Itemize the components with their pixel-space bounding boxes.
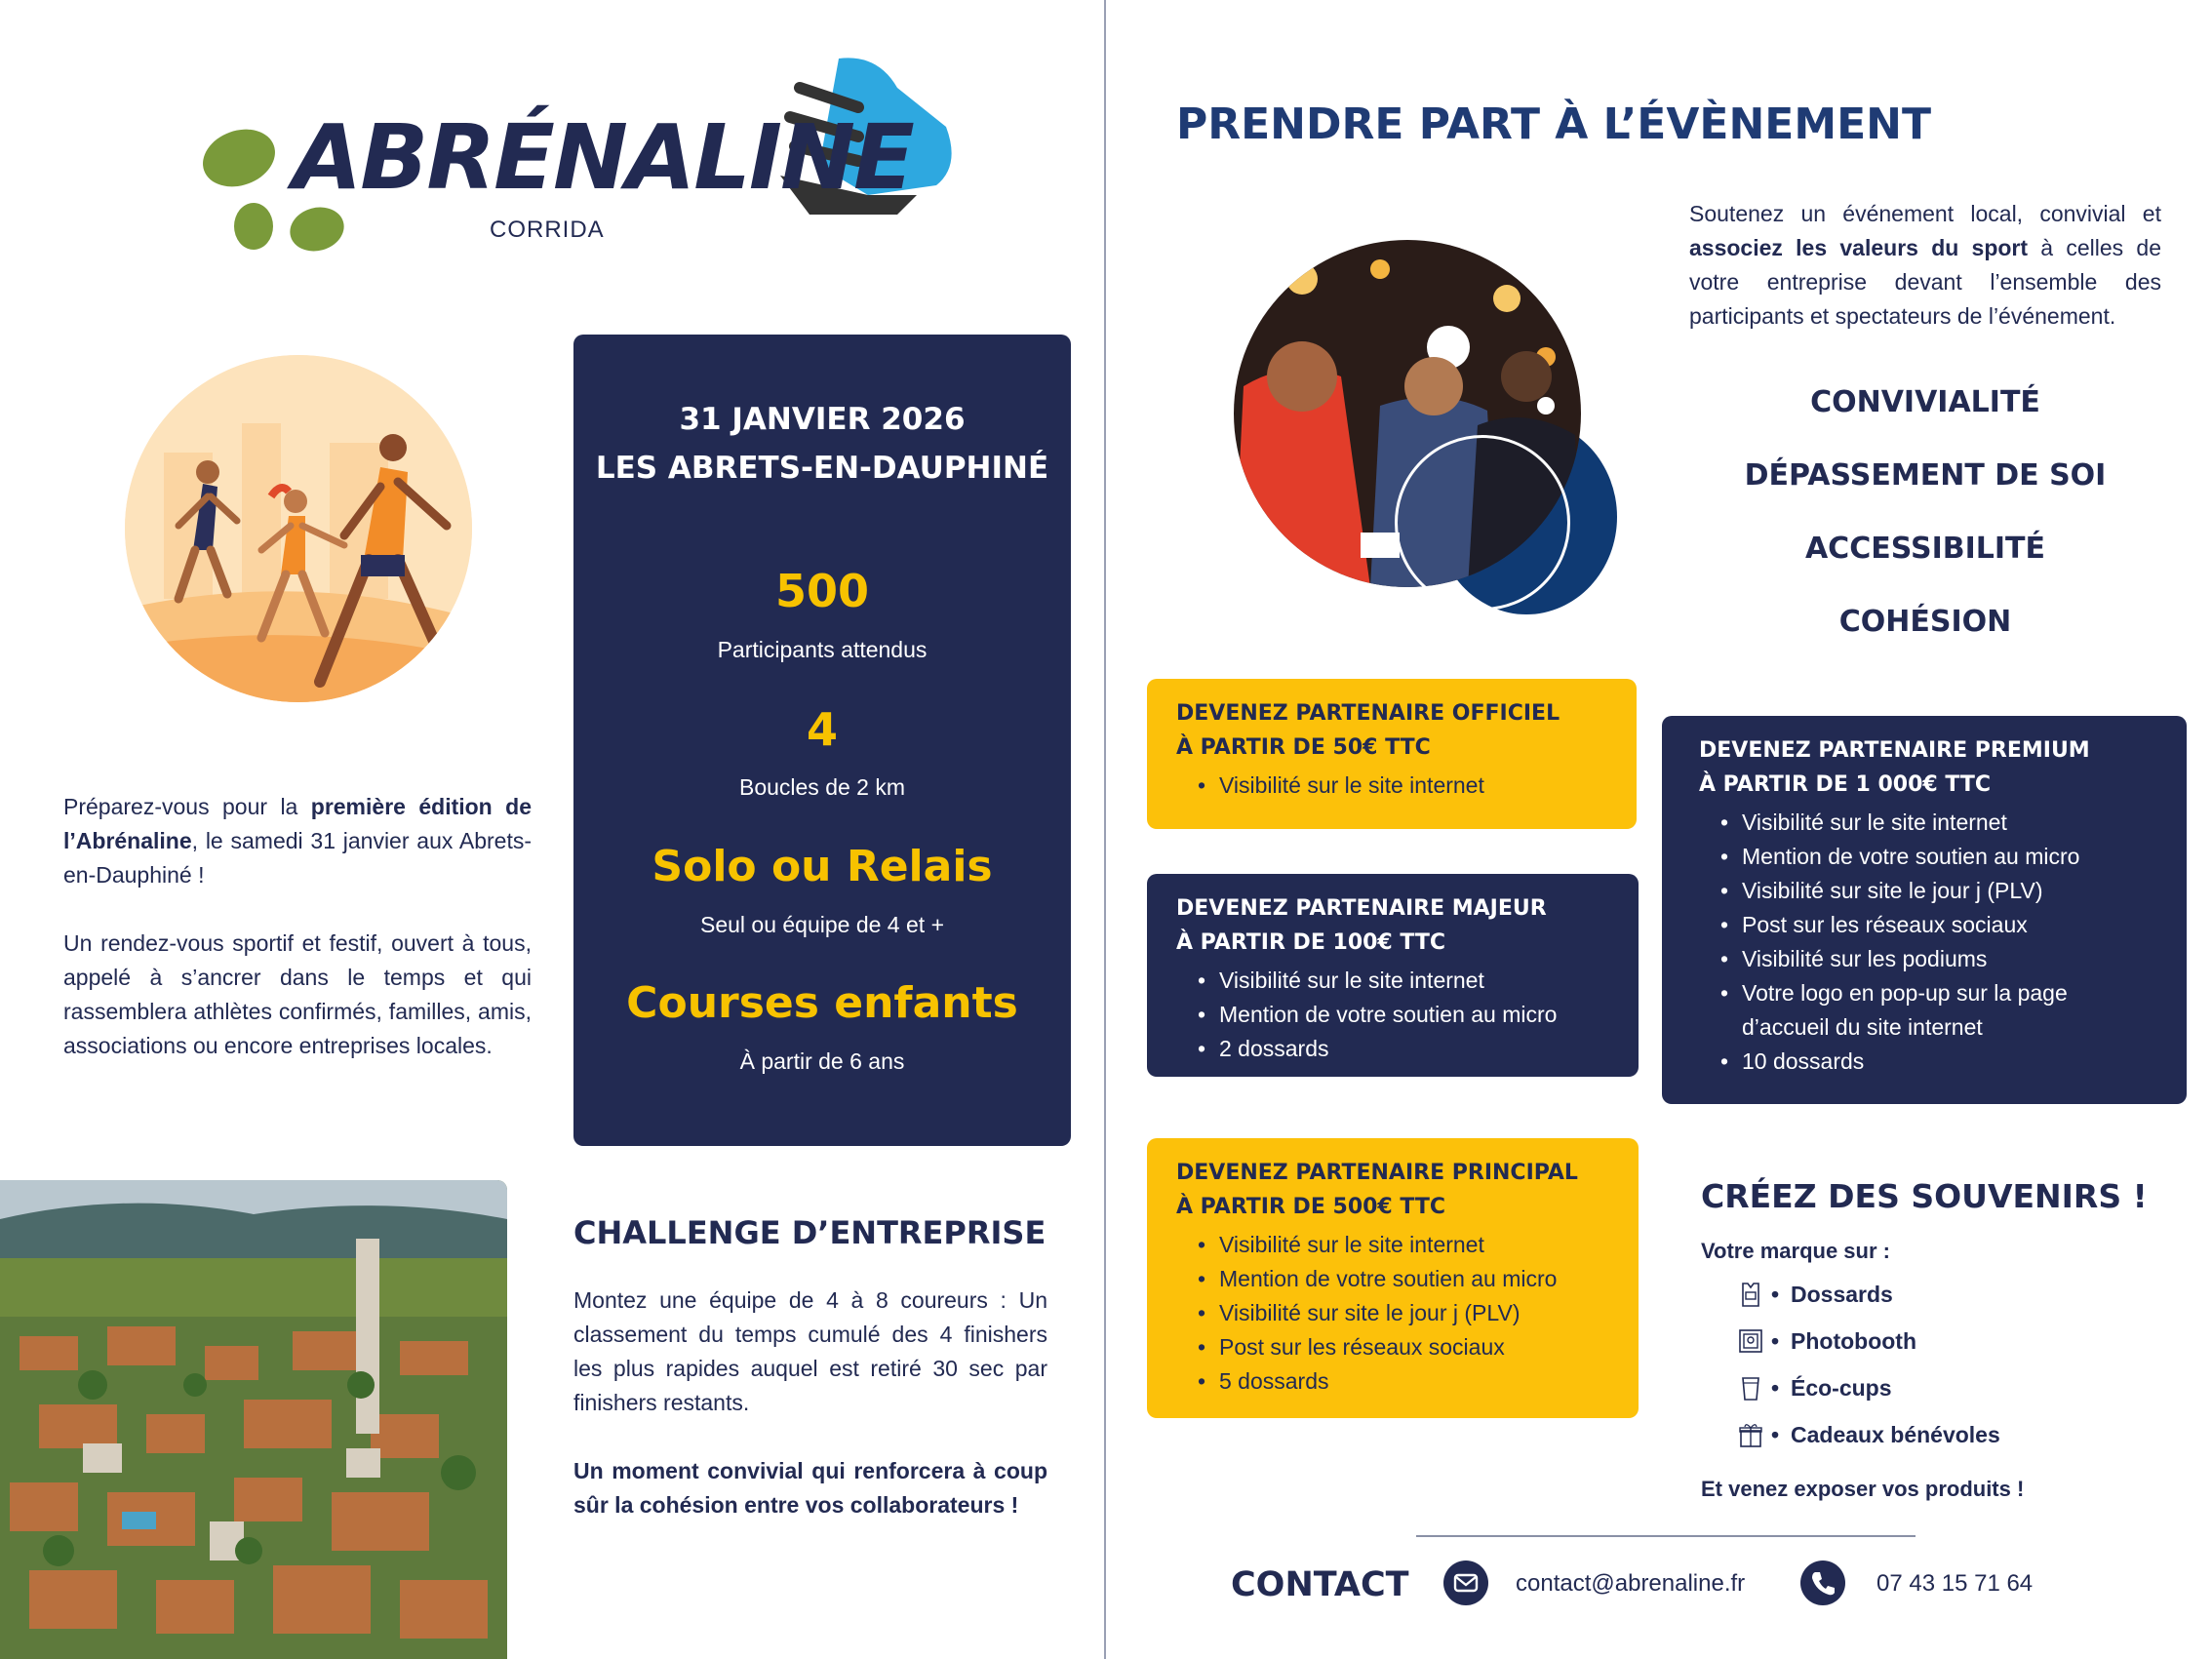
contact-phone[interactable]: 07 43 15 71 64 bbox=[1876, 1570, 2034, 1597]
logo-leaf-bottom-left bbox=[234, 203, 273, 250]
souvenir-cadeaux: • Cadeaux bénévoles bbox=[1736, 1418, 2087, 1453]
stat-loops-label: Boucles de 2 km bbox=[738, 774, 906, 800]
partner-principal-list bbox=[1176, 1228, 1609, 1399]
partner-officiel-title: DEVENEZ PARTENAIRE OFFICIEL bbox=[1176, 701, 1560, 726]
right-page-title: PRENDRE PART À L’ÉVÈNEMENT bbox=[1176, 99, 1932, 149]
list-item: • 5 dossards bbox=[1176, 1364, 1609, 1399]
list-item: • Visibilité sur les podiums bbox=[1699, 942, 2157, 976]
event-date-place bbox=[573, 395, 1071, 493]
list-item: • Visibilité sur le site internet bbox=[1176, 1228, 1609, 1262]
partner-card-principal bbox=[1147, 1138, 1639, 1418]
value-accessibilite: ACCESSIBILITÉ bbox=[1804, 532, 2046, 566]
event-date: 31 JANVIER 2026 bbox=[679, 402, 966, 437]
brand-name: ABRÉNALINE bbox=[293, 105, 913, 210]
runners-illustration bbox=[125, 355, 472, 702]
logo-leaf-top bbox=[195, 120, 283, 197]
partner-officiel-price: À PARTIR DE 50€ TTC bbox=[1176, 735, 1431, 760]
list-item: • Votre logo en pop-up sur la page d’accueil du site internet bbox=[1699, 976, 2157, 1045]
souvenirs-title: CRÉEZ DES SOUVENIRS ! bbox=[1701, 1177, 2148, 1215]
partner-premium-title: DEVENEZ PARTENAIRE PREMIUM bbox=[1699, 738, 2090, 763]
list-item: • Post sur les réseaux sociaux bbox=[1176, 1330, 1609, 1364]
souvenir-ecocups: • Éco-cups bbox=[1736, 1371, 2087, 1406]
challenge-paragraph-2: Un moment convivial qui renforcera à coup sûr la cohésion entre vos collaborateurs ! bbox=[573, 1458, 1047, 1518]
mail-icon bbox=[1443, 1560, 1488, 1605]
intro-paragraph-2: Un rendez-vous sportif et festif, ouvert à tous, appelé à s’ancrer dans le temps et qui rassemblera athlètes confirmés, familles, amis, associations ou encore entreprises locales. bbox=[63, 930, 532, 1058]
souvenir-dossards: • Dossards bbox=[1736, 1278, 2087, 1313]
list-item: • 10 dossards bbox=[1699, 1045, 2157, 1079]
challenge-text bbox=[573, 1284, 1047, 1557]
challenge-paragraph-1: Montez une équipe de 4 à 8 coureurs : Un classement du temps cumulé des 4 finishers les plus rapides auquel est retiré 30 sec par finishers restants. bbox=[573, 1287, 1047, 1415]
stat-kids-value: Courses enfants bbox=[626, 978, 1018, 1028]
event-info-card bbox=[573, 335, 1071, 1146]
cup-icon bbox=[1736, 1373, 1765, 1402]
list-item: • Mention de votre soutien au micro bbox=[1176, 1262, 1609, 1296]
page-divider bbox=[1104, 0, 1106, 1659]
list-item: • Post sur les réseaux sociaux bbox=[1699, 908, 2157, 942]
partner-officiel-list bbox=[1176, 769, 1607, 803]
partner-card-officiel bbox=[1147, 679, 1637, 829]
partner-principal-title: DEVENEZ PARTENAIRE PRINCIPAL bbox=[1176, 1161, 1578, 1185]
contact-email[interactable]: contact@abrenaline.fr bbox=[1516, 1570, 1746, 1597]
stat-format-value: Solo ou Relais bbox=[652, 842, 993, 891]
contact-divider bbox=[1416, 1535, 1916, 1537]
list-item: • Visibilité sur le site internet bbox=[1176, 964, 1609, 998]
intro-paragraph-1: Préparez-vous pour la première édition de l’Abrénaline, le samedi 31 janvier aux Abrets-en-Dauphiné ! bbox=[63, 794, 532, 888]
village-aerial-photo bbox=[0, 1180, 507, 1659]
partner-premium-list bbox=[1699, 806, 2157, 1079]
phone-icon bbox=[1800, 1560, 1845, 1605]
decor-ring-circle bbox=[1395, 435, 1570, 611]
partner-card-majeur bbox=[1147, 874, 1639, 1077]
list-item: • Mention de votre soutien au micro bbox=[1699, 840, 2157, 874]
value-depassement: DÉPASSEMENT DE SOI bbox=[1744, 458, 2107, 493]
gift-icon bbox=[1736, 1420, 1765, 1449]
stat-format-label: Seul ou équipe de 4 et + bbox=[699, 912, 944, 937]
stat-kids-label: À partir de 6 ans bbox=[739, 1048, 905, 1074]
stat-participants-value: 500 bbox=[774, 565, 870, 617]
stat-participants-label: Participants attendus bbox=[717, 637, 928, 662]
partner-majeur-title: DEVENEZ PARTENAIRE MAJEUR bbox=[1176, 896, 1547, 921]
support-text: Soutenez un événement local, convivial et associez les valeurs du sport à celles de votre entreprise devant l’ensemble des participants et spectateurs de l’événement. bbox=[1689, 201, 2161, 329]
stat-loops-value: 4 bbox=[806, 703, 838, 756]
partner-card-premium bbox=[1662, 716, 2187, 1104]
partner-principal-price: À PARTIR DE 500€ TTC bbox=[1176, 1195, 1446, 1219]
intro-text bbox=[63, 790, 532, 1097]
partner-majeur-price: À PARTIR DE 100€ TTC bbox=[1176, 930, 1446, 955]
list-item: • Visibilité sur site le jour j (PLV) bbox=[1699, 874, 2157, 908]
souvenirs-subtitle: Votre marque sur : bbox=[1701, 1239, 1890, 1263]
list-item: • Visibilité sur site le jour j (PLV) bbox=[1176, 1296, 1609, 1330]
photo-icon bbox=[1736, 1326, 1765, 1356]
challenge-title: CHALLENGE D’ENTREPRISE bbox=[573, 1214, 1047, 1251]
list-item: • Visibilité sur le site internet bbox=[1176, 769, 1607, 803]
value-cohesion: COHÉSION bbox=[1838, 605, 2012, 639]
event-place: LES ABRETS-EN-DAUPHINÉ bbox=[595, 451, 1049, 486]
list-item: • 2 dossards bbox=[1176, 1032, 1609, 1066]
brand-subtitle: CORRIDA bbox=[490, 217, 605, 243]
partner-premium-price: À PARTIR DE 1 000€ TTC bbox=[1699, 772, 1992, 797]
bib-icon bbox=[1736, 1280, 1765, 1309]
souvenirs-footer: Et venez exposer vos produits ! bbox=[1701, 1477, 2025, 1501]
list-item: • Mention de votre soutien au micro bbox=[1176, 998, 1609, 1032]
list-item: • Visibilité sur le site internet bbox=[1699, 806, 2157, 840]
souvenir-photobooth: • Photobooth bbox=[1736, 1324, 2087, 1360]
value-convivialite: CONVIVIALITÉ bbox=[1810, 385, 2040, 419]
contact-title: CONTACT bbox=[1231, 1565, 1409, 1604]
partner-majeur-list bbox=[1176, 964, 1609, 1066]
